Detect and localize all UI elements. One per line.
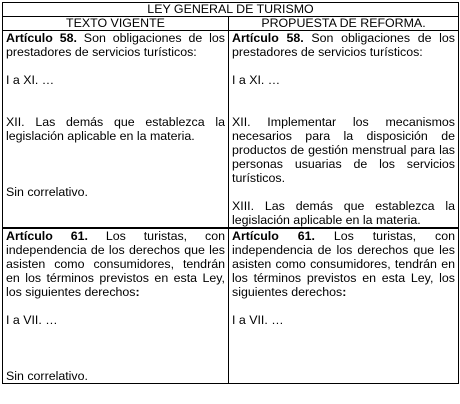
article-label: Artículo 61. (6, 229, 88, 243)
table-row (3, 31, 459, 229)
article-text: Son obligaciones de los prestadores de servicios turísticos: (232, 31, 455, 59)
cell-proposed-art58 (229, 31, 459, 229)
table-title: LEY GENERAL DE TURISMO (3, 3, 459, 17)
fractions-range: I a XI. … (6, 73, 55, 87)
article-text: Los turistas, con independencia de los derechos que les asisten como consumidores, tendrán en los términos previstos en esta Ley, los siguientes derechos (6, 229, 225, 299)
no-correlative-note: Sin correlativo. (6, 185, 88, 199)
article-label: Artículo 58. (6, 31, 77, 45)
fractions-range: I a XI. … (232, 73, 281, 87)
article-58-current (6, 31, 225, 59)
column-header-proposed-reform: PROPUESTA DE REFORMA. (229, 17, 459, 31)
cell-proposed-art61 (229, 228, 459, 384)
comparison-table (2, 2, 459, 384)
article-58-proposed (232, 31, 455, 59)
article-61-proposed (232, 229, 455, 299)
article-label: Artículo 58. (232, 31, 304, 45)
cell-current-art61 (3, 228, 229, 384)
article-label: Artículo 61. (232, 229, 315, 243)
article-text: Los turistas, con independencia de los derechos que les asisten como consumidores, tendrán en los términos previstos en esta Ley, los siguientes derechos (232, 229, 455, 299)
fractions-range: I a VII. … (232, 313, 284, 327)
article-text: Son obligaciones de los prestadores de servicios turísticos: (6, 31, 225, 59)
fraction-xiii-proposed: XIII. Las demás que establezca la legislación aplicable en la materia. (232, 199, 455, 227)
no-correlative-note: Sin correlativo. (6, 369, 88, 383)
column-header-current-text: TEXTO VIGENTE (3, 17, 229, 31)
article-colon: : (135, 285, 140, 299)
table-row (3, 228, 459, 384)
fractions-range: I a VII. … (6, 313, 58, 327)
fraction-xii-proposed: XII. Implementar los mecanismos necesarios para la disposición de productos de gestión menstrual para las personas usuarias de los servicios turísticos. (232, 115, 455, 185)
article-61-current (6, 229, 225, 299)
fraction-xii-current: XII. Las demás que establezca la legislación aplicable en la materia. (6, 115, 225, 143)
cell-current-art58 (3, 31, 229, 229)
article-colon: : (342, 285, 347, 299)
